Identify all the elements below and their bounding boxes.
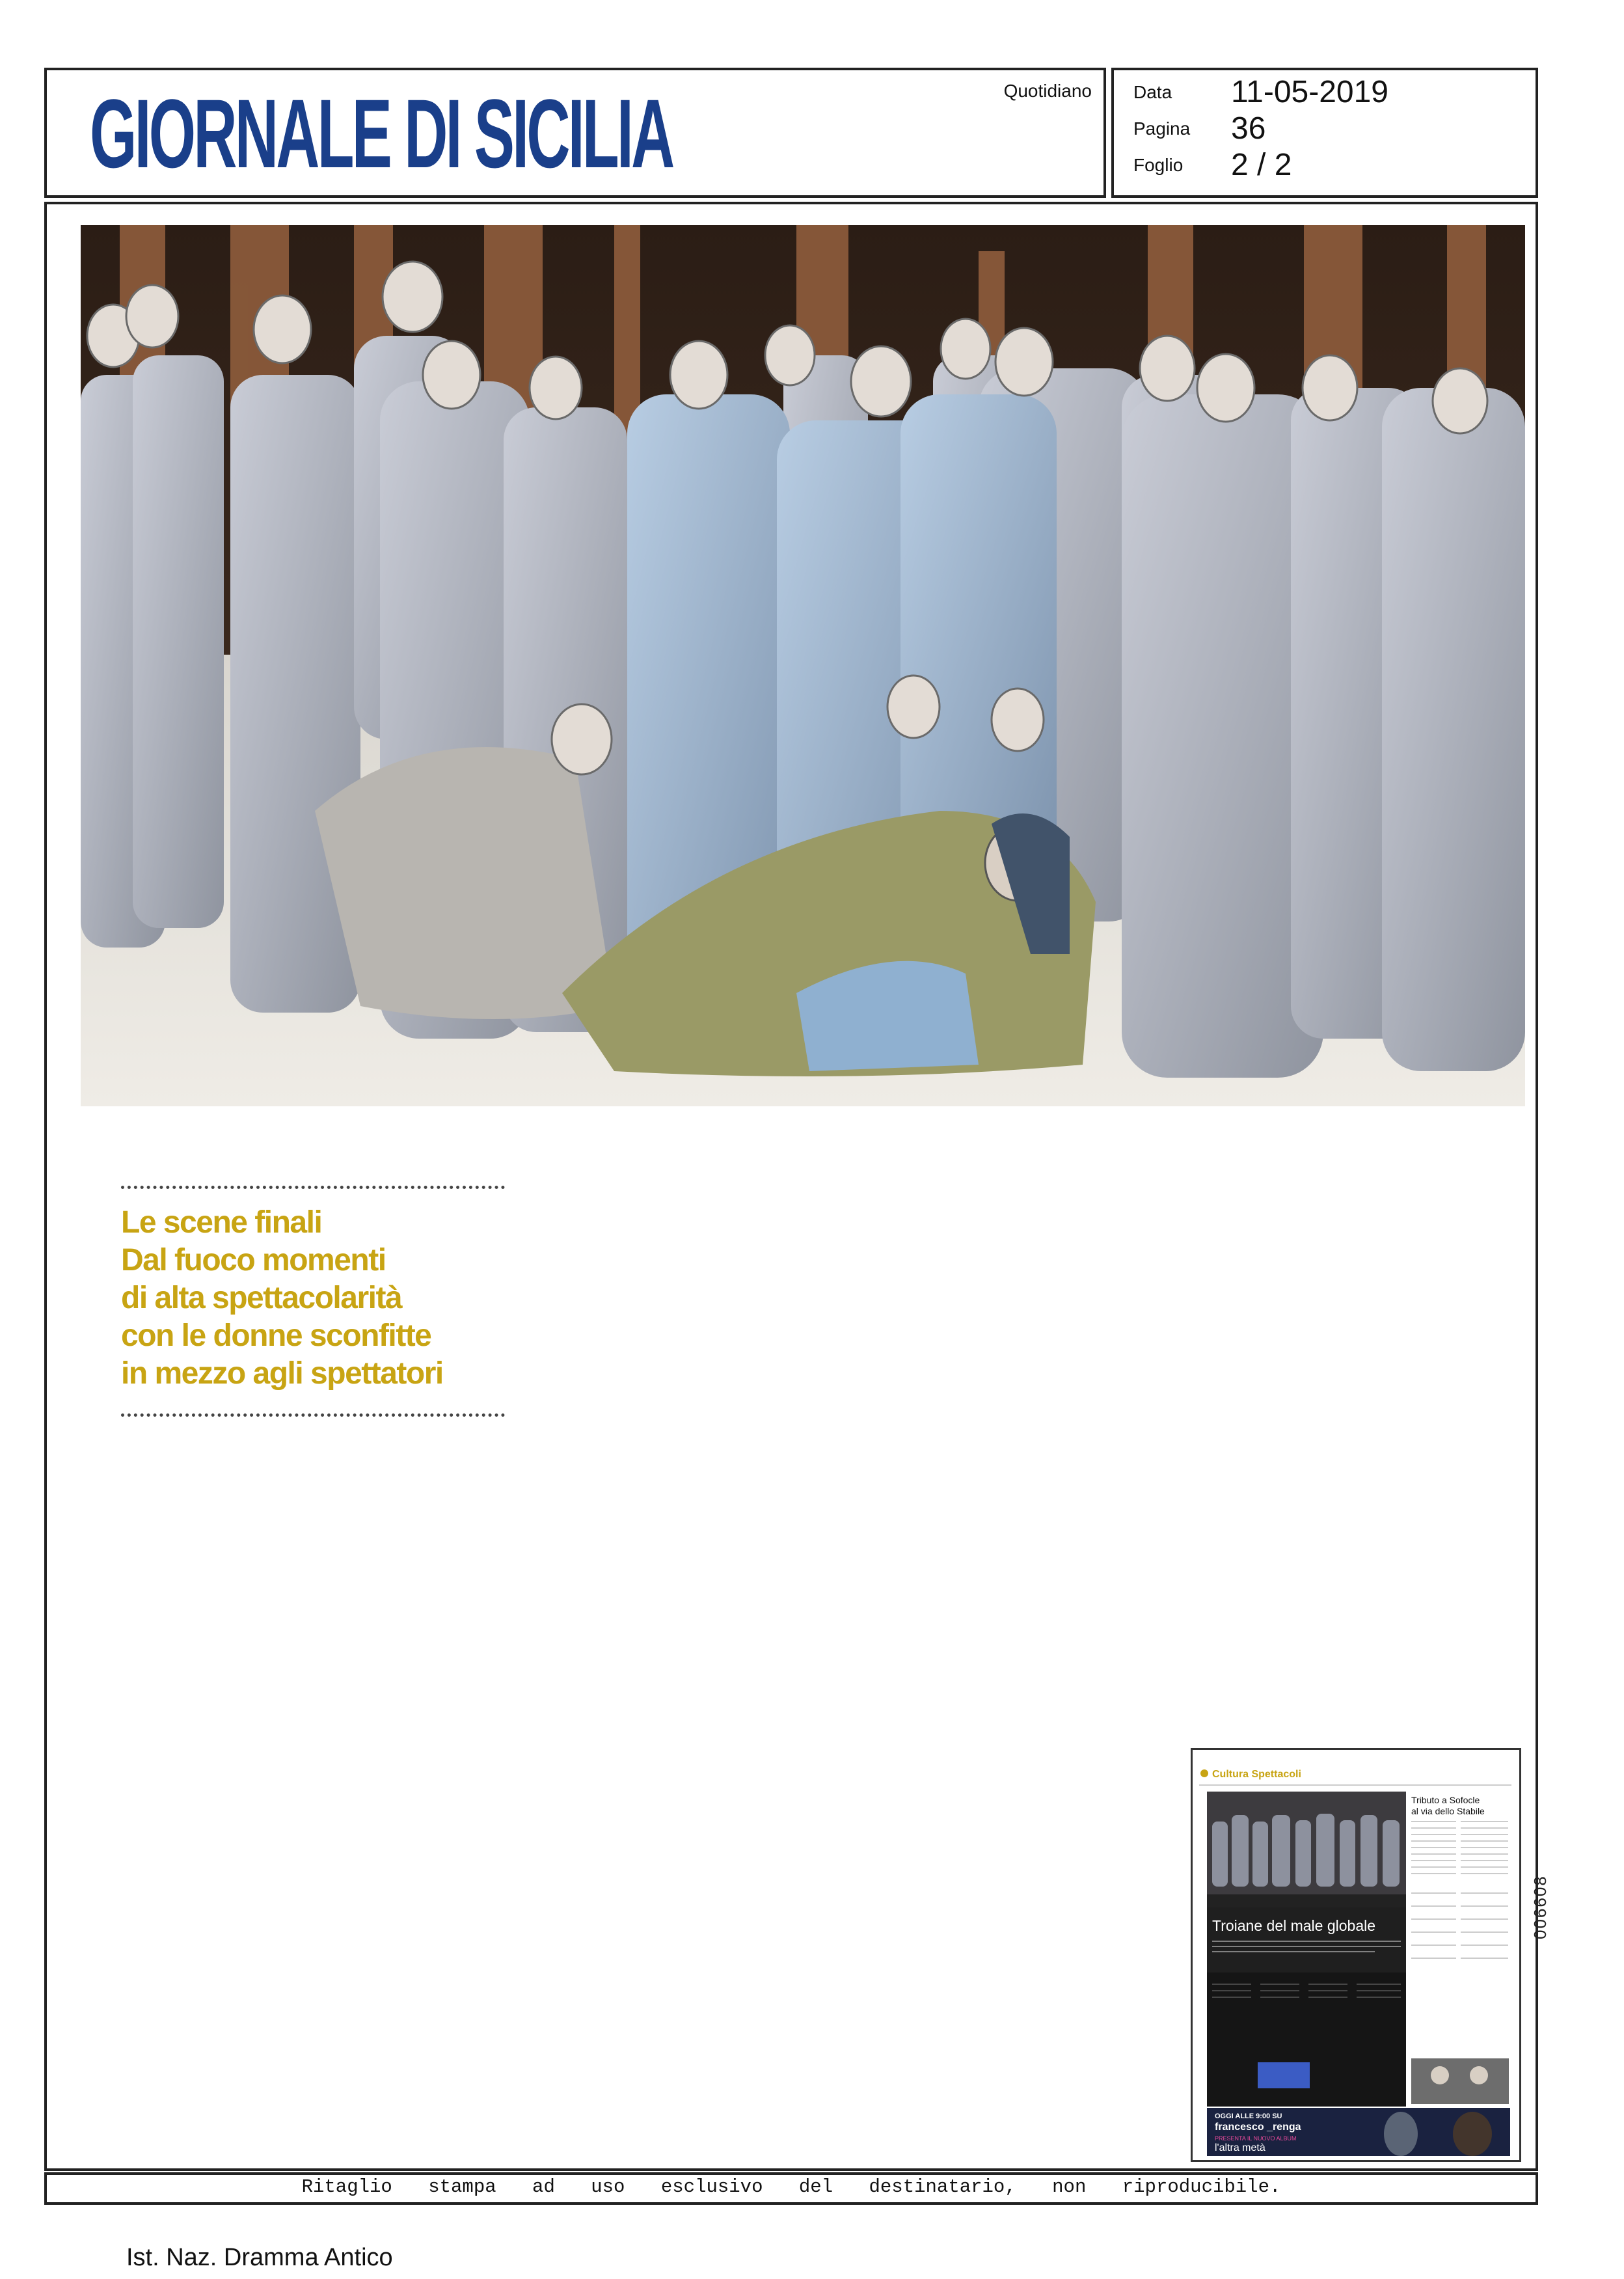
thumb-ad-album: l'altra metà [1215,2142,1265,2153]
thumb-ad-artist: francesco _renga [1215,2122,1301,2133]
meta-row-sheet [1133,147,1292,183]
thumb-ad-presents: PRESENTA IL NUOVO ALBUM [1215,2135,1297,2142]
caption-line: con le donne sconfitte [121,1318,431,1353]
newspaper-masthead: GIORNALE DI SICILIA [90,79,673,188]
caption-line: Dal fuoco momenti [121,1243,386,1277]
meta-row-page [1133,111,1265,146]
thumb-section: Cultura Spettacoli [1212,1769,1301,1780]
thumb-right-headline-line2: al via dello Stabile [1411,1806,1485,1816]
metadata-box [1111,68,1538,198]
page-thumbnail [1191,1748,1521,2162]
thumb-right-headline-line1: Tributo a Sofocle [1411,1795,1480,1805]
caption-line: Le scene finali [121,1205,322,1240]
thumb-headline: Troiane del male globale [1212,1917,1376,1934]
thumb-right-headline [1411,1795,1485,1816]
masthead-box [44,68,1106,198]
meta-label: Pagina [1133,118,1191,139]
footer-notice: Ritaglio stampa ad uso esclusivo del destinatario, non riproducibile. [301,2176,1281,2198]
caption-line: di alta spettacolarità [121,1281,402,1315]
meta-value: 2 / 2 [1231,148,1292,182]
caption-rule-top [121,1186,505,1189]
meta-value: 36 [1231,111,1266,146]
meta-label: Data [1133,81,1172,102]
publication-type: Quotidiano [1003,81,1092,101]
archive-code: 006608 [1530,1875,1550,1939]
meta-row-date [1133,74,1388,110]
meta-value: 11-05-2019 [1231,75,1388,109]
photo-caption [121,1204,576,1393]
institution-label: Ist. Naz. Dramma Antico [126,2244,393,2271]
meta-label: Foglio [1133,154,1184,175]
caption-line: in mezzo agli spettatori [121,1356,443,1391]
thumb-ad-line1: OGGI ALLE 9:00 SU [1215,2112,1282,2120]
caption-rule-bottom [121,1413,505,1417]
stage-photo [81,225,1525,1106]
